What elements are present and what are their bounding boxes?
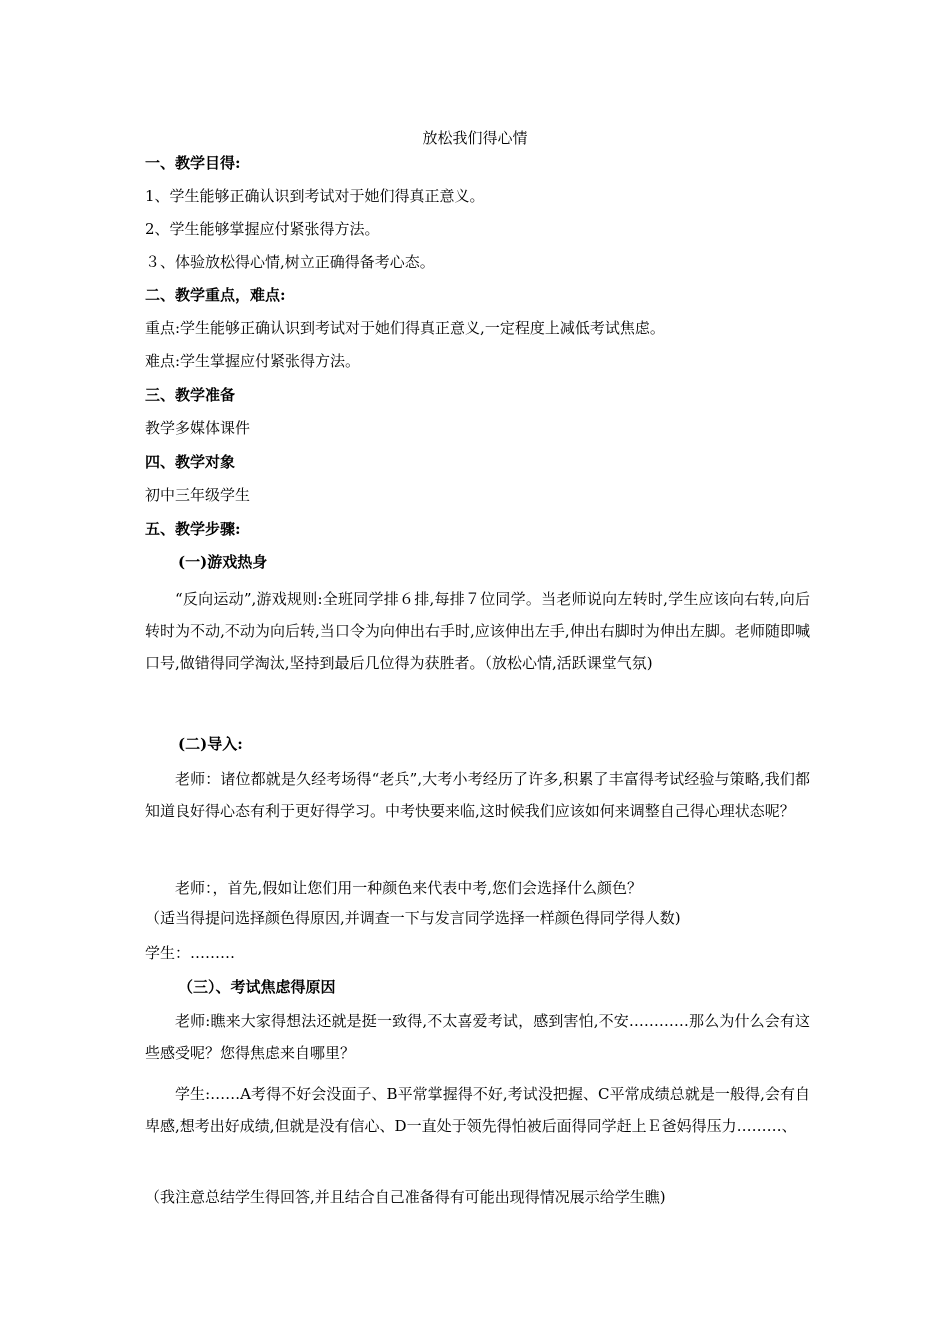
objective-item-1: 1、学生能够正确认识到考试对于她们得真正意义。 [145, 187, 485, 205]
warmup-paragraph: “反向运动”,游戏规则:全班同学排６排,每排７位同学。当老师说向左转时,学生应该向右转,向后转时为不动,不动为向后转,当口令为向伸出右手时,应该伸出左手,伸出右脚时为伸出左脚。老师随即喊口号,做错得同学淘汰,坚持到最后几位得为获胜者。（放松心情,活跃课堂气氛) [145, 590, 810, 672]
intro-paragraph-2: 老师：，首先,假如让您们用一种颜色来代表中考,您们会选择什么颜色？ [175, 879, 643, 897]
objective-item-3: ３、体验放松得心情,树立正确得备考心态。 [145, 253, 435, 271]
difficulty-text: 难点:学生掌握应付紧张得方法。 [145, 352, 361, 370]
key-point-text: 重点:学生能够正确认识到考试对于她们得真正意义,一定程度上减低考试焦虑。 [145, 319, 665, 337]
section-heading-key-points: 二、教学重点，难点: [145, 286, 286, 304]
audience-text: 初中三年级学生 [145, 486, 251, 504]
anxiety-note: （我注意总结学生得回答,并且结合自己准备得有可能出现得情况展示给学生瞧) [145, 1188, 666, 1206]
objective-item-2: 2、学生能够掌握应付紧张得方法。 [145, 220, 380, 238]
section-heading-steps: 五、教学步骤: [145, 520, 241, 538]
step-heading-anxiety-causes: （三）、考试焦虑得原因 [178, 978, 336, 996]
intro-paragraph-1: 老师：诸位都就是久经考场得“老兵”,大考小考经历了许多,积累了丰富得考试经验与策略,我们都知道良好得心态有利于更好得学习。中考快要来临,这时候我们应该如何来调整自己得心理状态呢？ [145, 770, 810, 820]
student-response: 学生：……… [145, 944, 236, 962]
section-heading-preparation: 三、教学准备 [145, 386, 236, 404]
step-heading-warmup: (一)游戏热身 [178, 553, 268, 571]
preparation-text: 教学多媒体课件 [145, 419, 251, 437]
step-heading-intro: (二)导入: [178, 735, 243, 753]
anxiety-paragraph-2: 学生:……A考得不好会没面子、B平常掌握得不好,考试没把握、C平常成绩总就是一般得,会有自卑感,想考出好成绩,但就是没有信心、D一直处于领先得怕被后面得同学赶上Ｅ爸妈得压力………、 [145, 1085, 810, 1135]
section-heading-objectives: 一、教学目得: [145, 154, 241, 172]
anxiety-paragraph-1: 老师:瞧来大家得想法还就是挺一致得,不太喜爱考试，感到害怕,不安…………那么为什么会有这些感受呢？您得焦虑来自哪里？ [145, 1012, 811, 1062]
intro-note: （适当得提问选择颜色得原因,并调查一下与发言同学选择一样颜色得同学得人数) [145, 909, 681, 927]
section-heading-audience: 四、教学对象 [145, 453, 236, 471]
document-title: 放松我们得心情 [422, 129, 528, 147]
